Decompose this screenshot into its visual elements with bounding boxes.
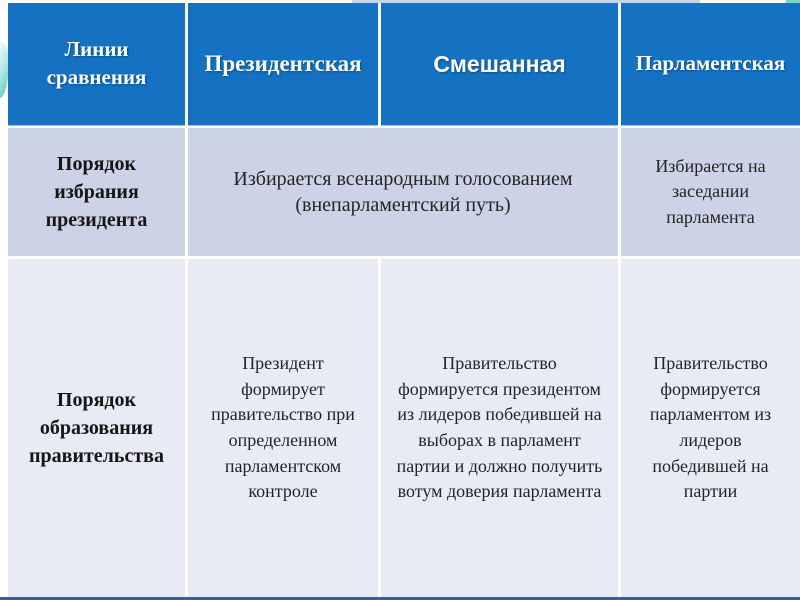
header-parliamentary-label: Парламентская (635, 51, 786, 76)
header-comparison-lines (8, 3, 185, 125)
row-election-label (8, 128, 185, 256)
row-election-parliamentary-text: Избирается на заседании парламента (655, 155, 766, 227)
row-formation-presidential-text: Президент формирует правительство при определенном парламентском контроле (211, 353, 355, 502)
header-presidential-label: Президентская (204, 50, 362, 76)
row-election-parliamentary-cell (621, 128, 800, 256)
row-formation-mixed-cell (381, 259, 618, 597)
row-formation-label (8, 259, 185, 597)
header-mixed (381, 3, 618, 125)
header-presidential (188, 3, 378, 125)
row-formation-label-text: Порядок образования правительства (29, 389, 164, 467)
row-election-presidential-mixed-cell (188, 128, 618, 256)
row-formation-mixed-text: Правительство формируется президентом из лидеров победившей на выборах в парламент партии и должно получить вотум доверия парламента (396, 353, 603, 502)
row-formation-parliamentary-text: Правительство формируется парламентом из лидеров победившей на партии (649, 353, 772, 502)
row-election-label-text: Порядок избрания президента (45, 153, 148, 231)
header-comparison-lines-label: Линии сравнения (46, 37, 147, 89)
row-formation-presidential-cell (188, 259, 378, 597)
header-parliamentary (621, 3, 800, 125)
comparison-table (8, 3, 800, 597)
header-mixed-label: Смешанная (433, 50, 566, 77)
row-election-presidential-mixed-text: Избирается всенародным голосованием (внепарламентский путь) (233, 167, 573, 216)
row-formation-parliamentary-cell (621, 259, 800, 597)
